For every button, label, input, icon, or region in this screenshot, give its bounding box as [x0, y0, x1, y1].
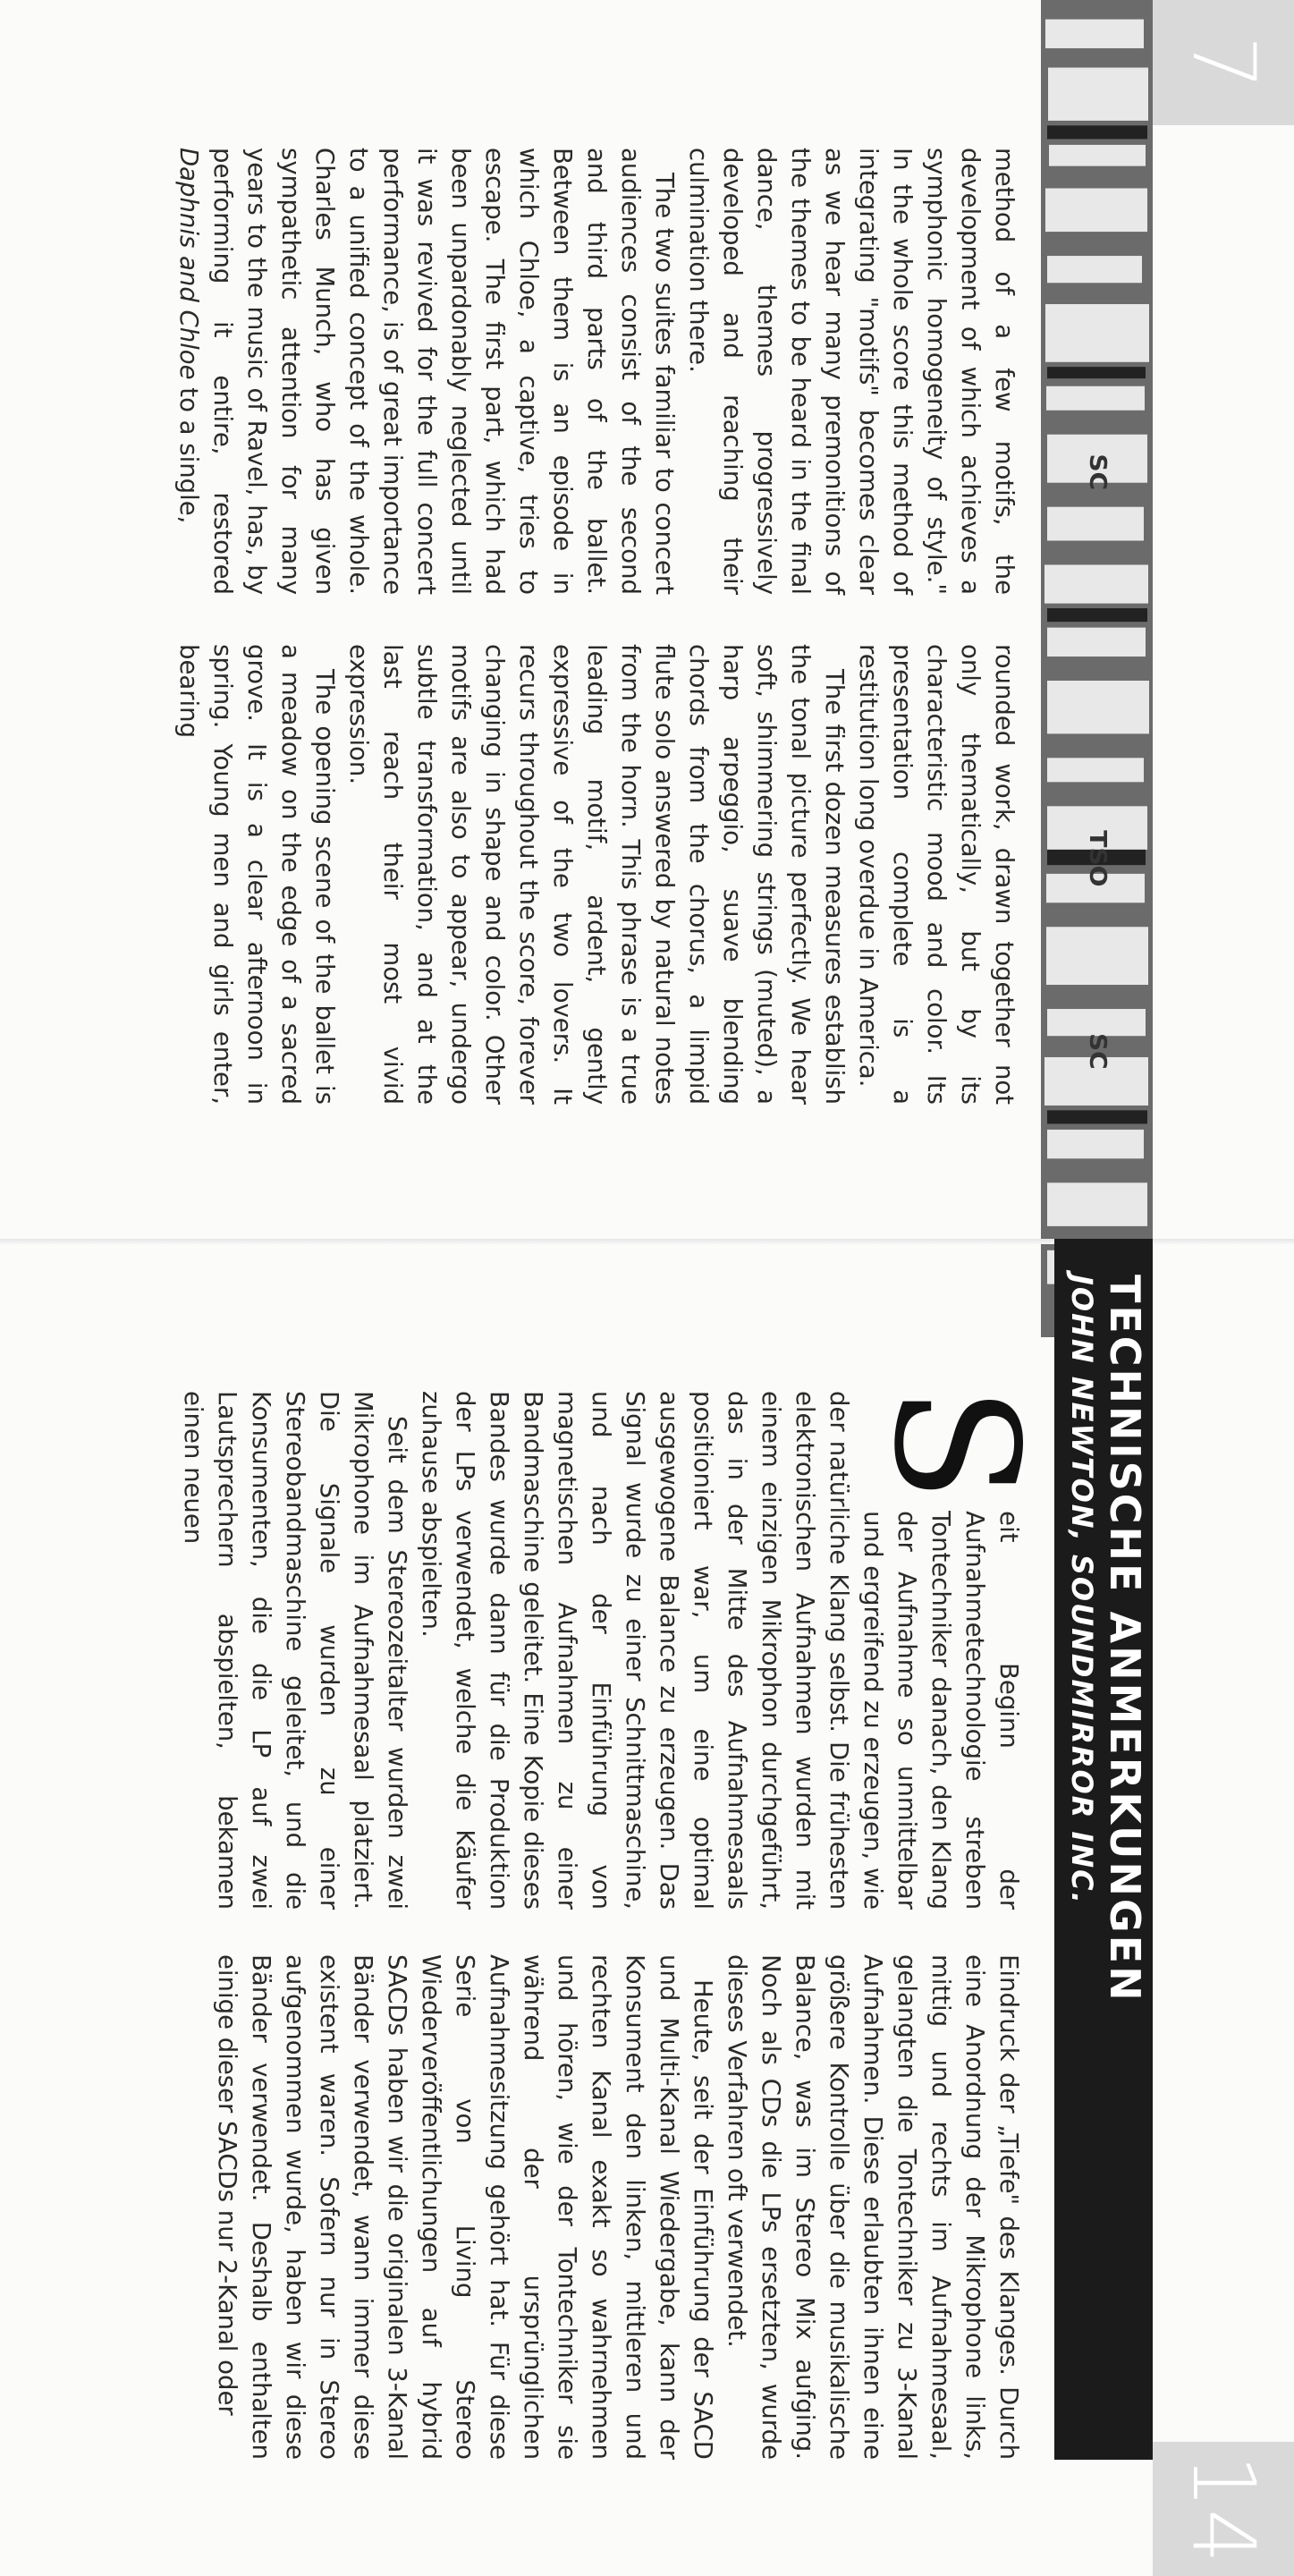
page-7 [0, 0, 1294, 1239]
english-column-2 [172, 644, 1021, 1105]
page-number: 7 [1153, 0, 1294, 125]
section-subtitle: JOHN NEWTON, SOUNDMIRROR INC. [1065, 1275, 1099, 1905]
paragraph: S eit Beginn der Aufnahmetechnologie streben Tontechniker danach, den Klang der Aufnahme so unmittelbar und ergreifend zu erzeugen, wie der natürliche Klang selbst. Die frühesten elektronischen Aufnahmen wurden mit einem einzigen Mikrophon durchgeführt, das in der Mitte des Aufnahmesaals positioniert war, um eine optimal ausgewogene Balance zu erzeugen. Das Signal wurde zu einer Schnittmaschine, und nach der Einführung von magnetischen Aufnahmen zu einer Bandmaschine geleitet. Eine Kopie dieses Bandes wurde dann für die Produktion der LPs verwendet, welche die Käufer zuhause abspielten. [417, 1385, 1054, 1910]
english-column-1 [172, 148, 1021, 595]
page-14 [0, 1239, 1294, 2576]
paragraph: The opening scene of the ballet is a meadow on the edge of a sacred grove. It is a clear afternoon in spring. Young men and girls enter, bearing [174, 644, 339, 1105]
section-title: TECHNISCHE ANMERKUNGEN [1101, 1275, 1149, 2004]
paragraph: The first dozen measures establish the tonal picture perfectly. We hear soft, shimmering strings (muted), a harp arpeggio, suave blending chords from the chorus, a limpid flute solo answered by natural notes from the horn. This phrase is a true leading motif, ardent, gently expressive of the two lovers. It recurs throughout the score, forever changing in shape and color. Other motifs are also to appear, undergo subtle transformation, and at the last reach their most vivid expression. [344, 644, 849, 1105]
paragraph: Heute, seit der Einführung der SACD und Multi-Kanal Wiedergabe, kann der Konsument den linken, mittleren und rechten Kanal exakt so wahrnehmen und hören, wie der Tontechniker sie während der ursprünglichen Aufnahmesitzung gehört hat. Für diese Serie von Living Stereo Wiederveröffentlichungen auf hybrid SACDs haben wir die originalen 3-Kanal Bänder verwendet, wann immer diese existent waren. Sofern nur in Stereo aufgenommen wurde, haben wir diese Bänder verwendet. Deshalb enthalten einige dieser SACDs nur 2-Kanal oder [213, 1954, 717, 2460]
drop-cap: S [857, 1385, 1054, 1503]
photo-image [1041, 0, 1153, 1337]
german-column-2 [210, 1954, 1026, 2460]
paragraph: Seit dem Stereozeitalter wurden zwei Mikrophone im Aufnahmesaal platziert. Die Signale wurden zu einer Stereobandmaschine geleitet, und die Konsumenten, die die LP auf zwei Lautsprechern abspielten, bekamen einen neuen [179, 1391, 411, 1910]
tape-reels-photo [1041, 0, 1153, 1337]
photo-label: TSO [1084, 830, 1112, 887]
photo-label: SC [1084, 1032, 1112, 1070]
german-column-1 [176, 1385, 1054, 1910]
section-header [1054, 1239, 1153, 2460]
paragraph: rounded work, drawn together not only thematically, but by its characteristic mood and color. Its presentation complete is a restitution long overdue in America. [854, 644, 1019, 1105]
paragraph: The two suites familiar to concert audiences consist of the second and third parts of the ballet. Between them is an episode in which Chloe, a captive, tries to escape. The first part, which had been unpardonably neglected until it was revived for the full concert performance, is of great importance to a unified concept of the whole. Charles Munch, who has given sympathetic attention for many years to the music of Ravel, has, by performing it entire, restored Daphnis and Chloe to a single, [174, 148, 679, 595]
page-number: 14 [1153, 2442, 1294, 2576]
photo-label: SC [1084, 453, 1112, 491]
paragraph: method of a few motifs, the development of which achieves a symphonic homogeneity of style." In the whole score this method of integrating "motifs" becomes clear as we hear many premonitions of the themes to be heard in the final dance, themes progressively developed and reaching their culmination there. [684, 148, 1019, 595]
paragraph: Eindruck der „Tiefe" des Klanges. Durch eine Anordnung der Mikrophone links, mittig und rechts im Aufnahmesaal, gelangten die Tontechniker zu 3-Kanal Aufnahmen. Diese erlaubten ihnen eine größere Kontrolle über die musikalische Balance, was im Stereo Mix aufging. Noch als CDs die LPs ersetzten, wurde dieses Verfahren oft verwendet. [723, 1954, 1023, 2460]
work-title: Daphnis and Chloe [174, 148, 203, 380]
